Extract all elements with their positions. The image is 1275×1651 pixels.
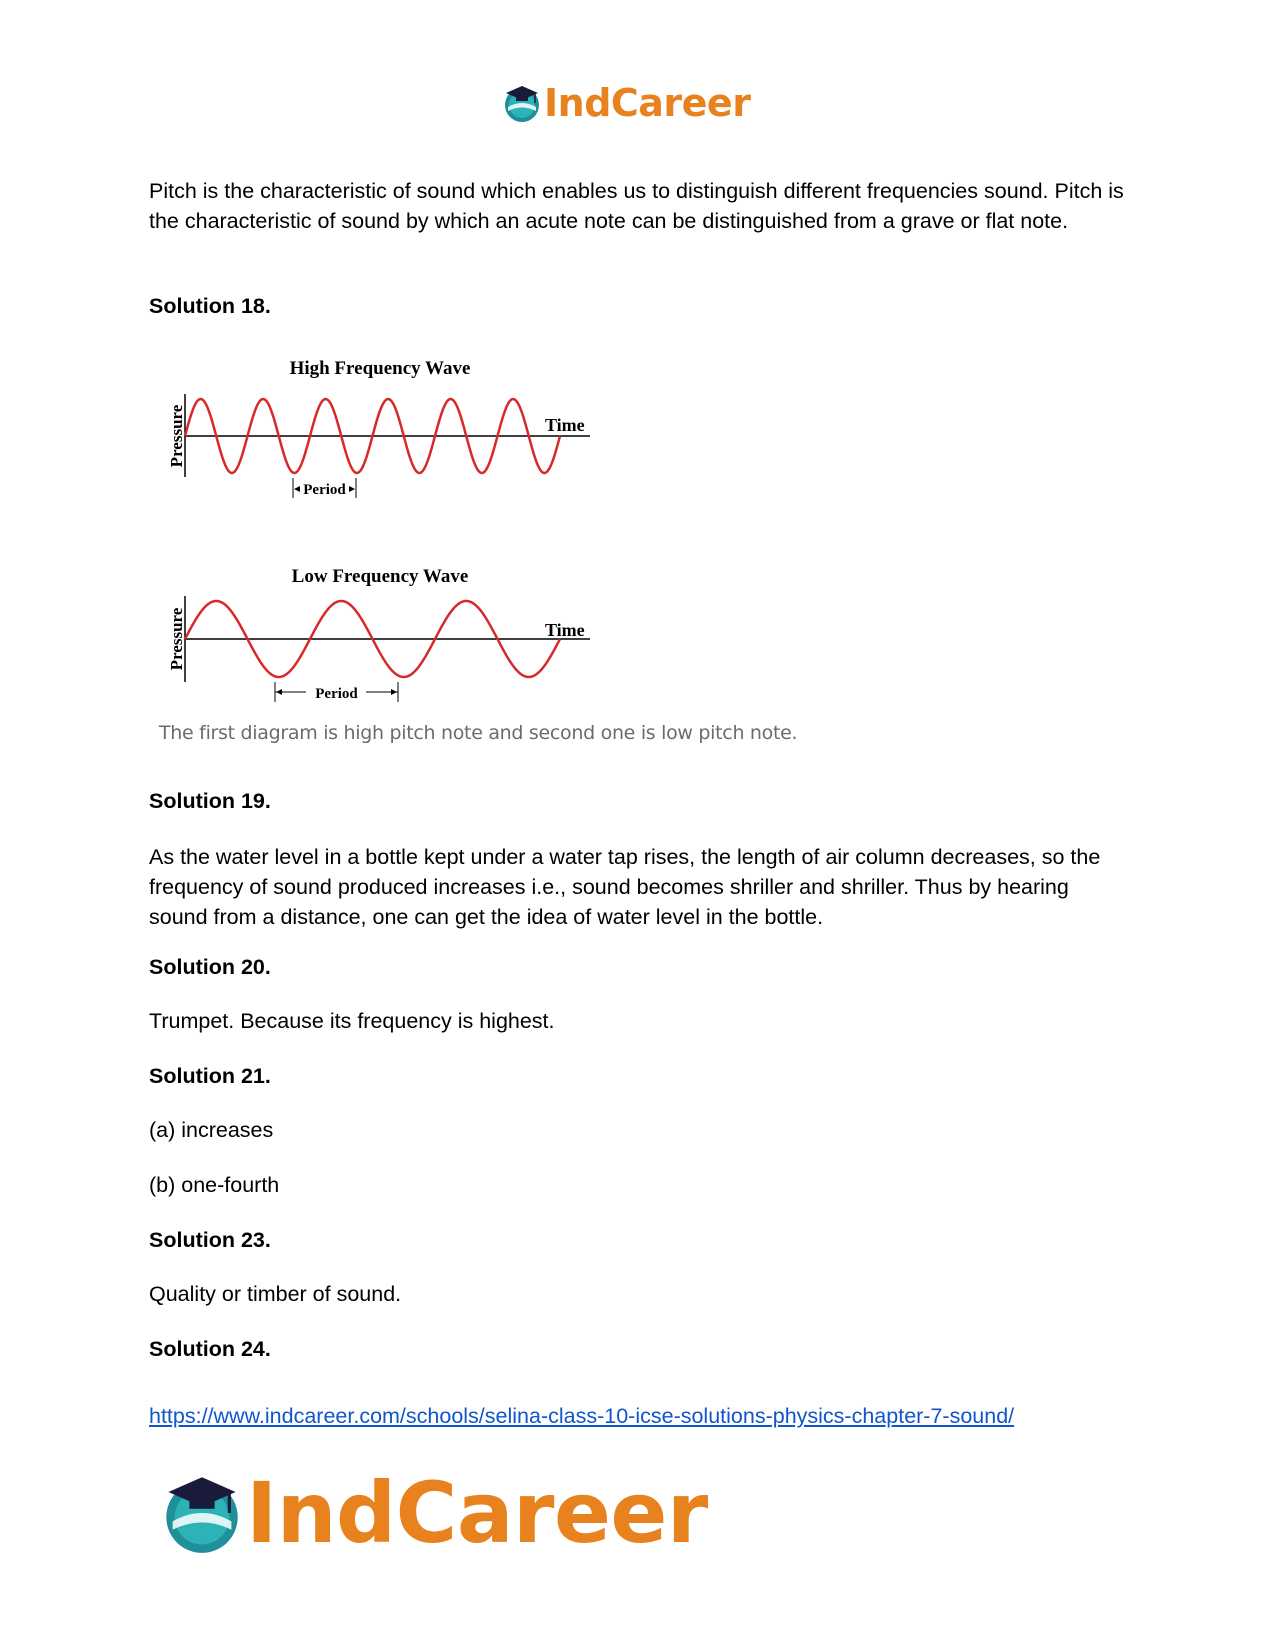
header-logo	[502, 80, 750, 126]
period-marker	[275, 682, 398, 702]
intro-paragraph: Pitch is the characteristic of sound which enables us to distinguish different frequencies sound. Pitch is the characteristic of sound by which an acute note can be distinguished from a grave or flat note.	[149, 179, 1124, 233]
solution-20-text: Trumpet. Because its frequency is highest.	[149, 1009, 555, 1033]
period-marker	[293, 478, 356, 498]
period-label: Period	[315, 686, 358, 702]
header-brand-text: IndCareer	[544, 81, 751, 125]
solution-19-heading: Solution 19.	[149, 789, 271, 813]
solution-21-heading: Solution 21.	[149, 1064, 271, 1088]
solution-23-heading: Solution 23.	[149, 1228, 271, 1252]
pressure-label: Pressure	[167, 607, 186, 671]
time-label: Time	[545, 415, 585, 435]
pressure-label: Pressure	[167, 404, 186, 468]
solution-18-heading: Solution 18.	[149, 294, 271, 318]
footer-brand-text: IndCareer	[246, 1464, 708, 1562]
solution-21-b: (b) one-fourth	[149, 1173, 280, 1197]
diagram-title: High Frequency Wave	[289, 358, 471, 379]
solution-19-text: As the water level in a bottle kept under a water tap rises, the length of air column decreases, so the frequency of sound produced increases i.e., sound becomes shriller and shriller. Thus by hearing sound from a distance, one can get the idea of water level in the bottle.	[149, 845, 1101, 929]
period-label: Period	[303, 482, 346, 498]
time-label: Time	[545, 620, 585, 640]
graduation-cap-globe-icon	[502, 83, 542, 123]
low-frequency-wave-diagram	[160, 558, 600, 728]
high-frequency-wave-diagram	[160, 352, 600, 512]
solution-21-a: (a) increases	[149, 1118, 274, 1142]
solution-20-heading: Solution 20.	[149, 955, 271, 979]
footer-logo	[160, 1464, 708, 1562]
solution-23-text: Quality or timber of sound.	[149, 1282, 402, 1306]
graduation-cap-globe-icon	[160, 1471, 244, 1555]
source-url-link[interactable]: https://www.indcareer.com/schools/selina-class-10-icse-solutions-physics-chapter-7-sound/	[149, 1404, 1015, 1428]
diagram-title: Low Frequency Wave	[291, 566, 469, 587]
solution-24-heading: Solution 24.	[149, 1337, 271, 1361]
diagram-caption: The first diagram is high pitch note and second one is low pitch note.	[159, 722, 798, 744]
